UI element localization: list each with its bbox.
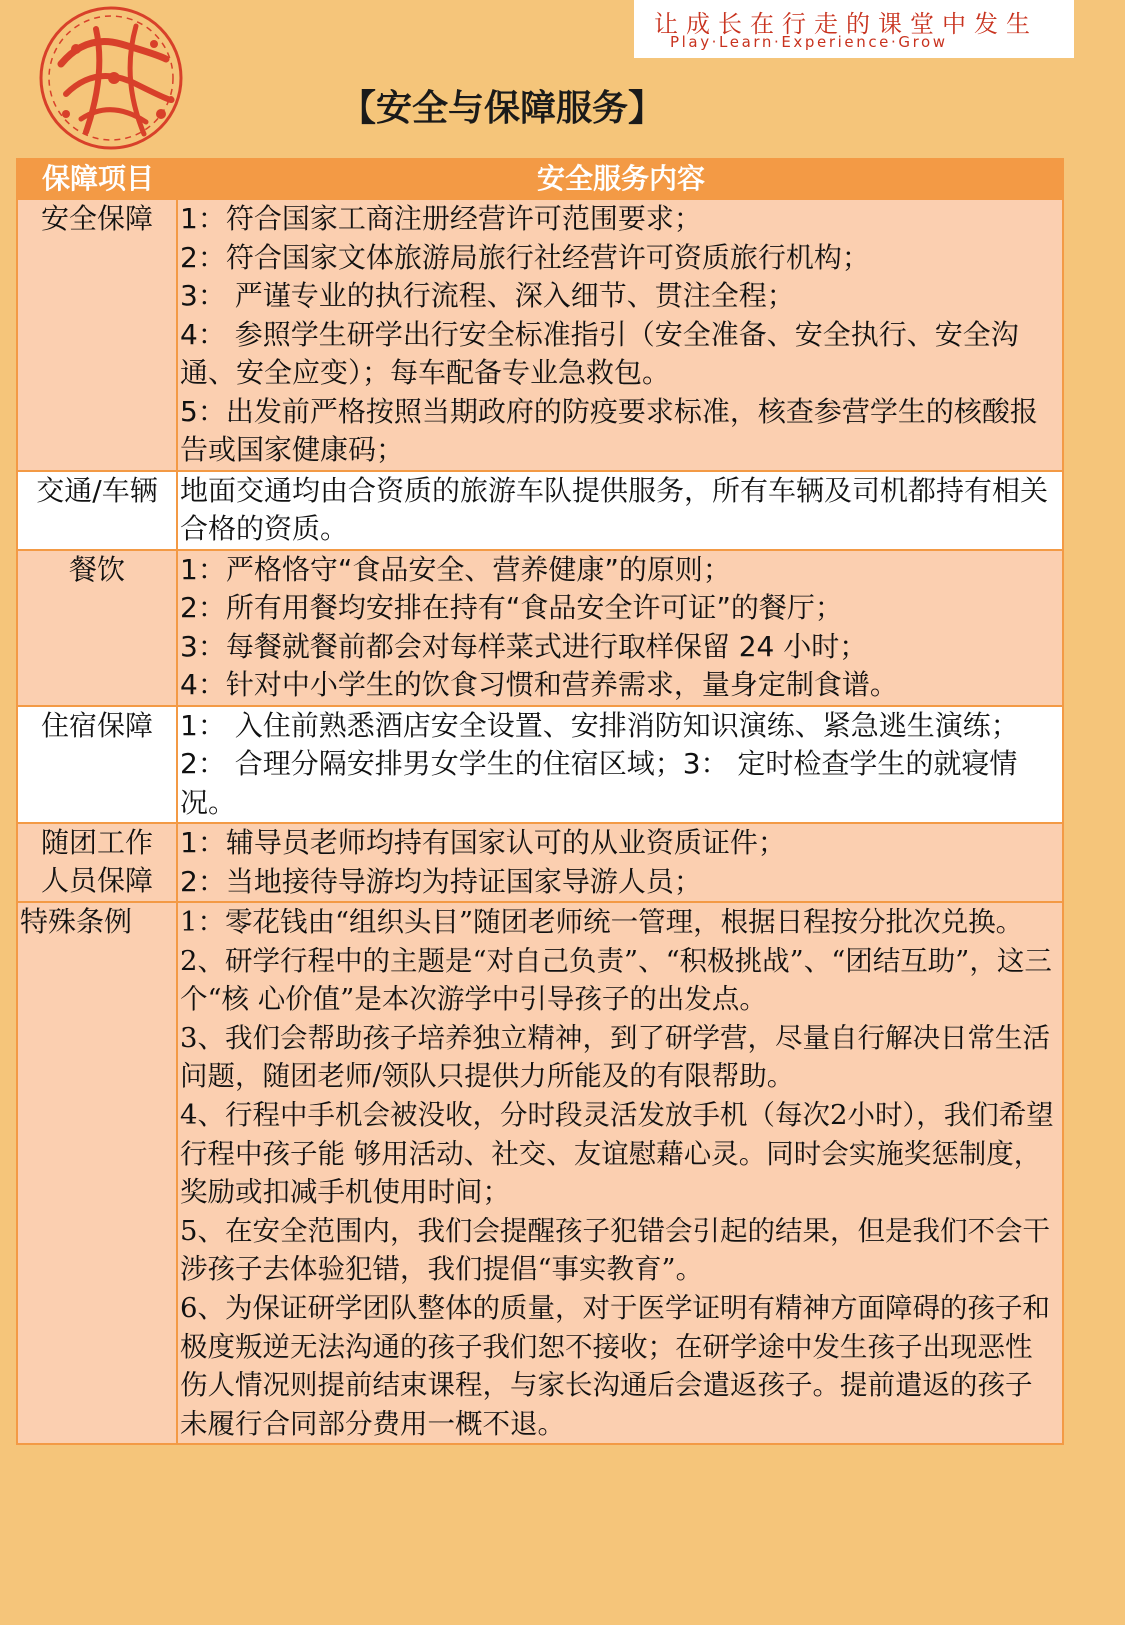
content-line: 5、在安全范围内，我们会提醒孩子犯错会引起的结果，但是我们不会干涉孩子去体验犯错，我们提倡“事实教育”。 [180, 1214, 1050, 1286]
content-line: 2：所有用餐均安排在持有“食品安全许可证”的餐厅； [180, 591, 843, 624]
table-row-safety [17, 199, 1063, 471]
content-line: 4、行程中手机会被没收，分时段灵活发放手机（每次2小时），我们希望行程中孩子能 够用活动、社交、友谊慰藉心灵。同时会实施奖惩制度，奖励或扣减手机使用时间； [180, 1098, 1054, 1209]
row-content [177, 550, 1063, 706]
row-content [177, 823, 1063, 902]
content-line: 1：零花钱由“组织头目”随团老师统一管理，根据日程按分批次兑换。 [180, 906, 1024, 938]
table-header-row [17, 159, 1063, 199]
content-line: 5：出发前严格按照当期政府的防疫要求标准，核查参营学生的核酸报告或国家健康码； [180, 394, 1038, 466]
content-line: 2：符合国家文体旅游局旅行社经营许可资质旅行机构； [180, 240, 870, 274]
slogan-banner [634, 0, 1074, 58]
header-category: 保障项目 [17, 159, 177, 199]
table-row-dining [17, 550, 1063, 706]
page-title: 【安全与保障服务】 [340, 88, 665, 129]
content-line: 1：辅导员老师均持有国家认可的从业资质证件； [180, 826, 786, 859]
category-label-line: 人员保障 [40, 864, 153, 897]
category-label: 住宿保障 [17, 706, 177, 824]
category-label [17, 823, 177, 902]
content-line: 3、我们会帮助孩子培养独立精神，到了研学营，尽量自行解决日常生活问题，随团老师/领队只提供力所能及的有限帮助。 [180, 1021, 1050, 1093]
table-row-staff [17, 823, 1063, 902]
content-line: 1： 入住前熟悉酒店安全设置、安排消防知识演练、紧急逃生演练；2： 合理分隔安排男女学生的住宿区域；3： 定时检查学生的就寝情况。 [180, 708, 1019, 819]
category-label: 安全保障 [17, 199, 177, 471]
category-label-line: 随团工作 [40, 826, 153, 859]
table-row-transport [17, 471, 1063, 550]
row-content [177, 471, 1063, 550]
content-line: 2、研学行程中的主题是“对自己负责”、“积极挑战”、“团结互助”，这三个“核 心价值”是本次游学中引导孩子的出发点。 [180, 944, 1052, 1016]
content-line: 3：每餐就餐前都会对每样菜式进行取样保留 24 小时； [180, 629, 868, 663]
category-label: 餐饮 [17, 550, 177, 706]
safety-service-table [16, 158, 1064, 1445]
category-label: 特殊条例 [17, 902, 177, 1444]
content-line: 3： 严谨专业的执行流程、深入细节、贯注全程； [180, 279, 795, 312]
brand-logo-icon [26, 4, 196, 152]
slogan-english: Play·Learn·Experience·Grow [670, 33, 948, 51]
row-content [177, 199, 1063, 471]
content-line: 4： 参照学生研学出行安全标准指引（安全准备、安全执行、安全沟通、安全应变）；每车配备专业急救包。 [180, 317, 1019, 389]
content-line: 4：针对中小学生的饮食习惯和营养需求，量身定制食谱。 [180, 668, 898, 701]
content-line: 6、为保证研学团队整体的质量，对于医学证明有精神方面障碍的孩子和极度叛逆无法沟通的孩子我们恕不接收；在研学途中发生孩子出现恶性伤人情况则提前结束课程，与家长沟通后会遣返孩子。提前遣返的孩子未履行合同部分费用一概不退。 [180, 1291, 1050, 1440]
content-line: 地面交通均由合资质的旅游车队提供服务，所有车辆及司机都持有相关合格的资质。 [180, 473, 1049, 545]
category-label: 交通/车辆 [17, 471, 177, 550]
slogan-chinese: 让成长在行走的课堂中发生 [654, 10, 1038, 38]
content-line: 1：严格恪守“食品安全、营养健康”的原则； [180, 552, 731, 586]
table-row-special [17, 902, 1063, 1444]
row-content [177, 902, 1063, 1444]
content-line: 1：符合国家工商注册经营许可范围要求； [180, 202, 702, 235]
header-content: 安全服务内容 [177, 159, 1063, 199]
row-content [177, 706, 1063, 824]
content-line: 2：当地接待导游均为持证国家导游人员； [180, 864, 702, 898]
table-row-lodging [17, 706, 1063, 824]
